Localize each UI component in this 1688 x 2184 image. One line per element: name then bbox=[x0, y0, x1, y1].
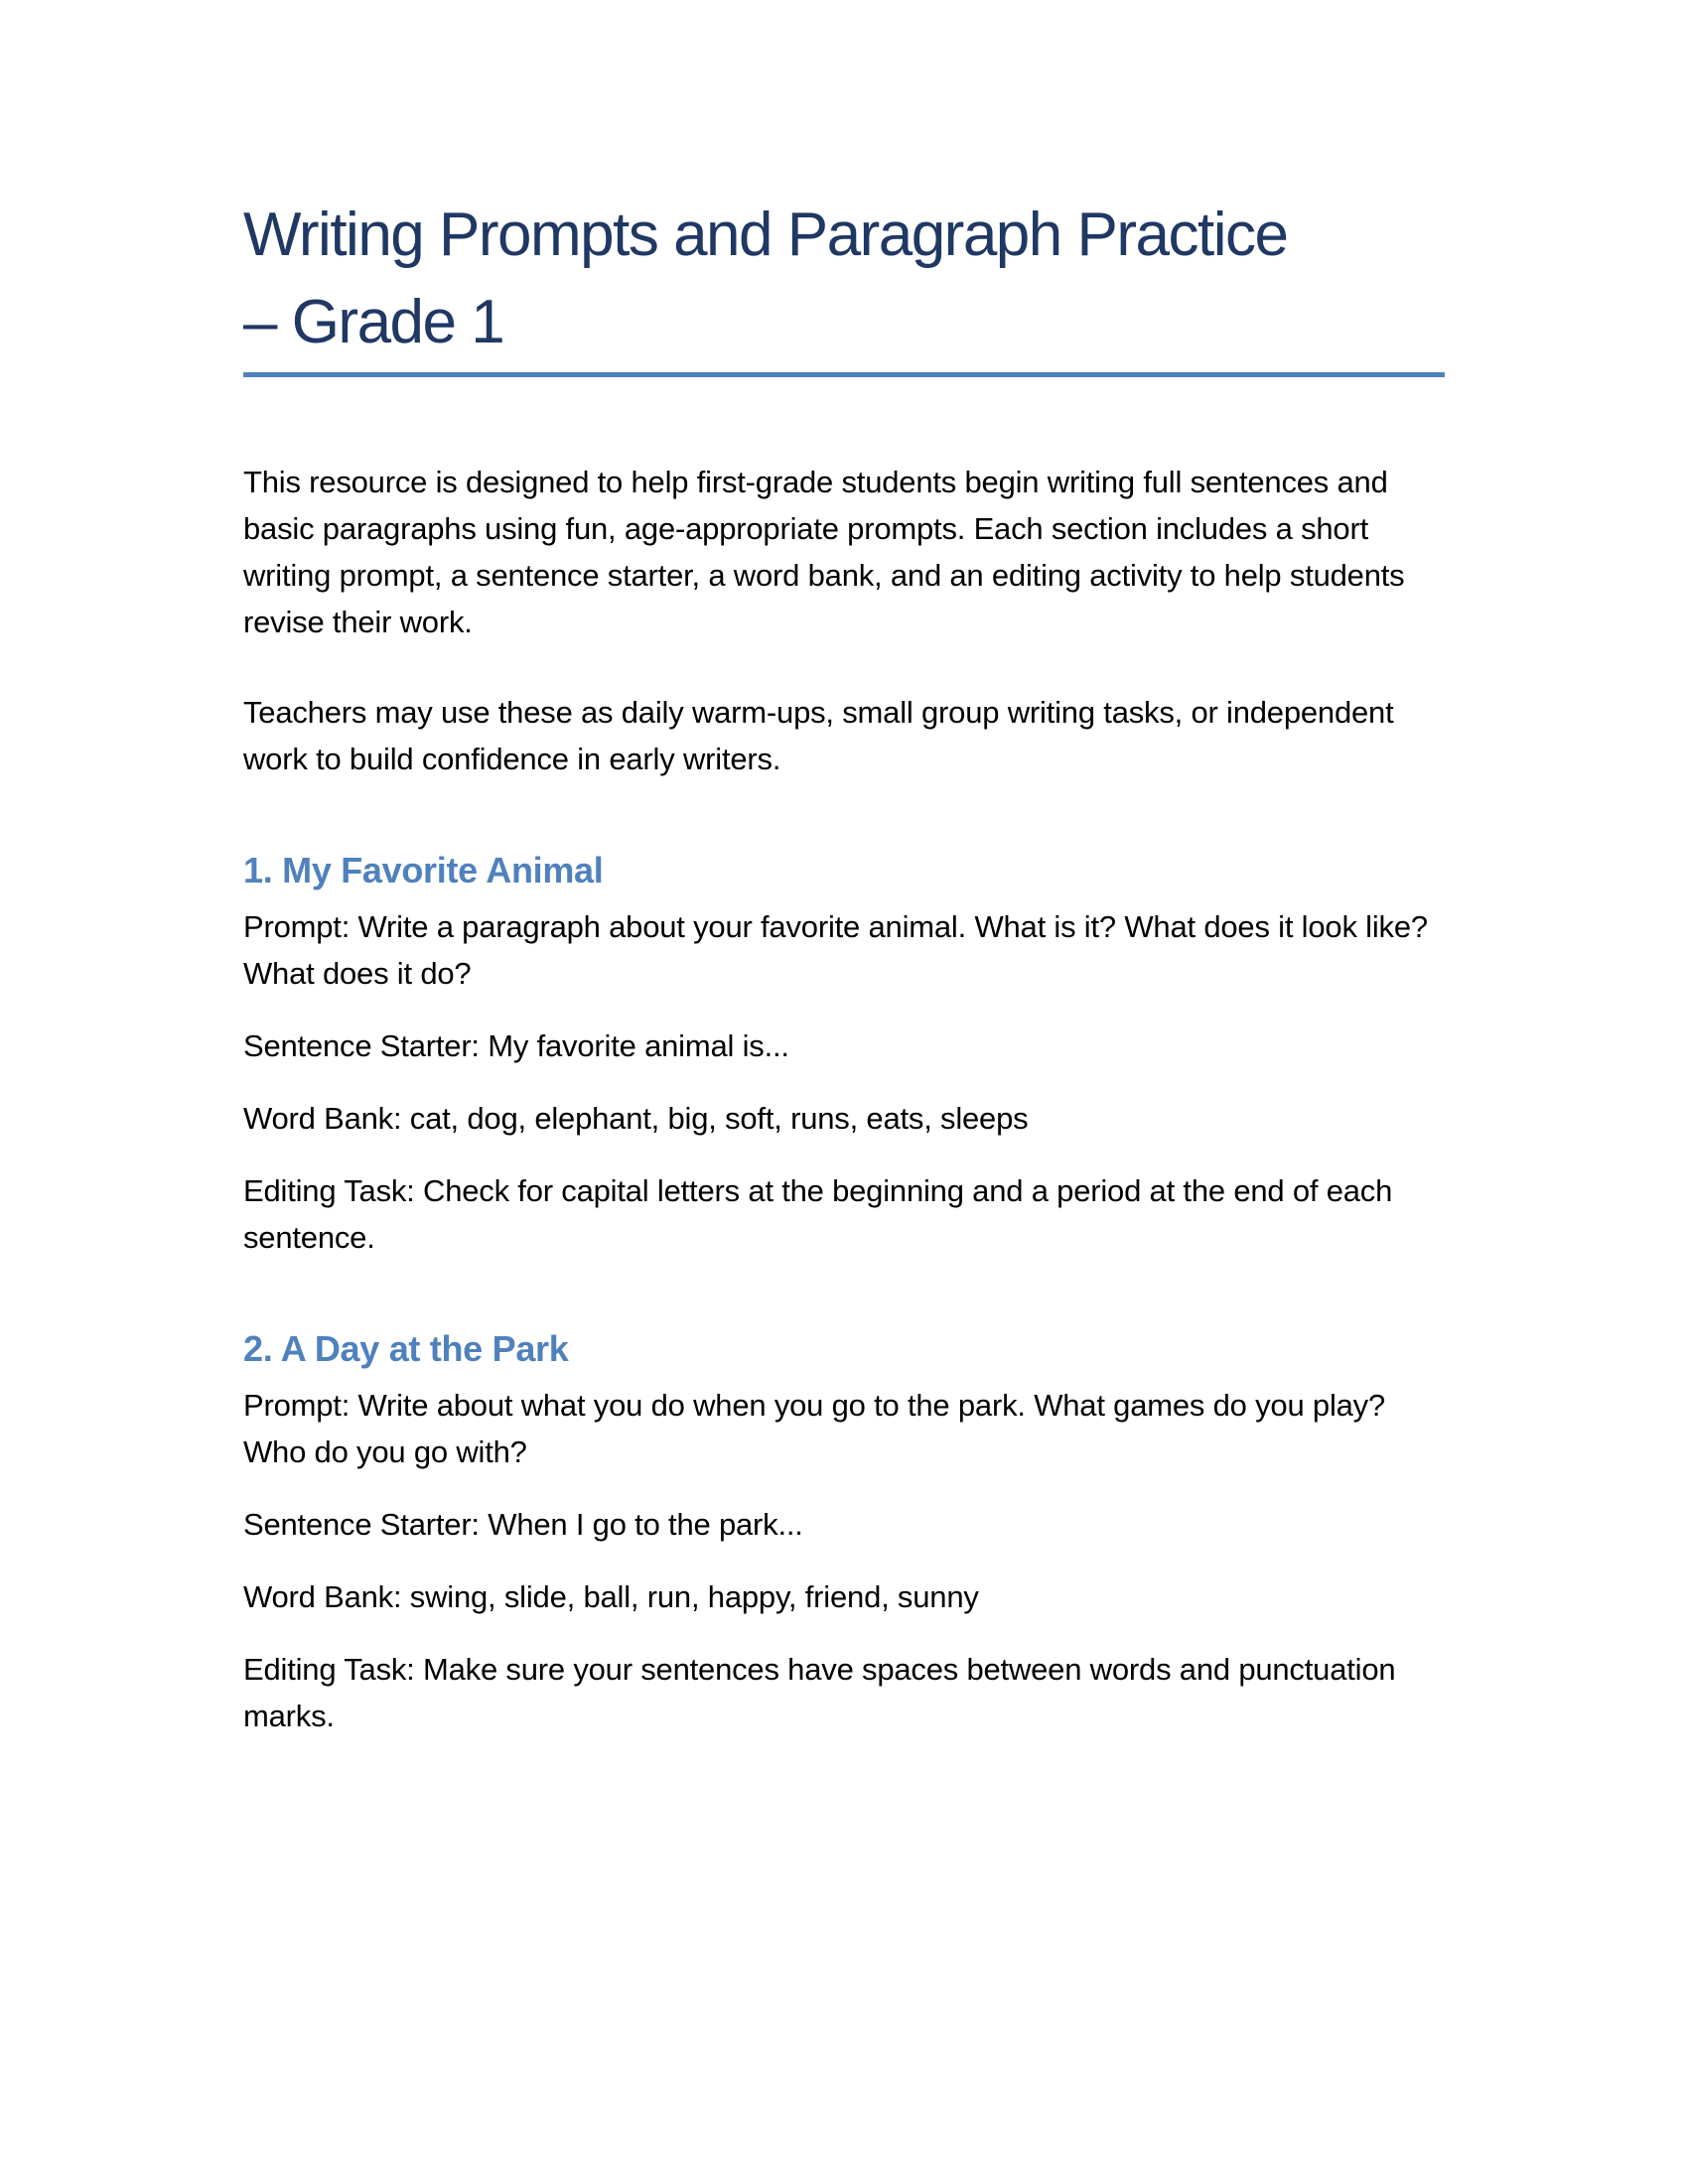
section-my-favorite-animal bbox=[243, 846, 1445, 1261]
intro-paragraph-1: This resource is designed to help first-grade students begin writing full sentences and basic paragraphs using fun, age-appropriate prompts. Each section includes a short writing prompt, a sentence starter, a word bank, and an editing activity to help students revise their work. bbox=[243, 465, 1405, 639]
word-bank-text: Word Bank: swing, slide, ball, run, happy, friend, sunny bbox=[243, 1579, 979, 1614]
word-bank-text: Word Bank: cat, dog, elephant, big, soft, runs, eats, sleeps bbox=[243, 1101, 1029, 1136]
intro-block bbox=[243, 459, 1445, 782]
document-title-line2: – Grade 1 bbox=[243, 288, 504, 356]
editing-task-text: Editing Task: Make sure your sentences have spaces between words and punctuation marks. bbox=[243, 1652, 1396, 1733]
document-title-line1: Writing Prompts and Paragraph Practice bbox=[243, 201, 1288, 269]
sentence-starter-text: Sentence Starter: When I go to the park... bbox=[243, 1507, 803, 1542]
document-title bbox=[243, 192, 1445, 372]
title-underline-rule bbox=[243, 372, 1445, 377]
section-a-day-at-the-park bbox=[243, 1324, 1445, 1739]
sentence-starter-text: Sentence Starter: My favorite animal is... bbox=[243, 1028, 789, 1063]
intro-paragraph-2: Teachers may use these as daily warm-ups, small group writing tasks, or independent work to build confidence in early writers. bbox=[243, 695, 1394, 776]
editing-task-text: Editing Task: Check for capital letters at the beginning and a period at the end of each sentence. bbox=[243, 1173, 1393, 1255]
section-heading: 1. My Favorite Animal bbox=[243, 850, 604, 890]
section-heading: 2. A Day at the Park bbox=[243, 1328, 569, 1369]
prompt-text: Prompt: Write about what you do when you go to the park. What games do you play? Who do you go with? bbox=[243, 1388, 1386, 1469]
prompt-text: Prompt: Write a paragraph about your favorite animal. What is it? What does it look like? What does it do? bbox=[243, 909, 1428, 991]
